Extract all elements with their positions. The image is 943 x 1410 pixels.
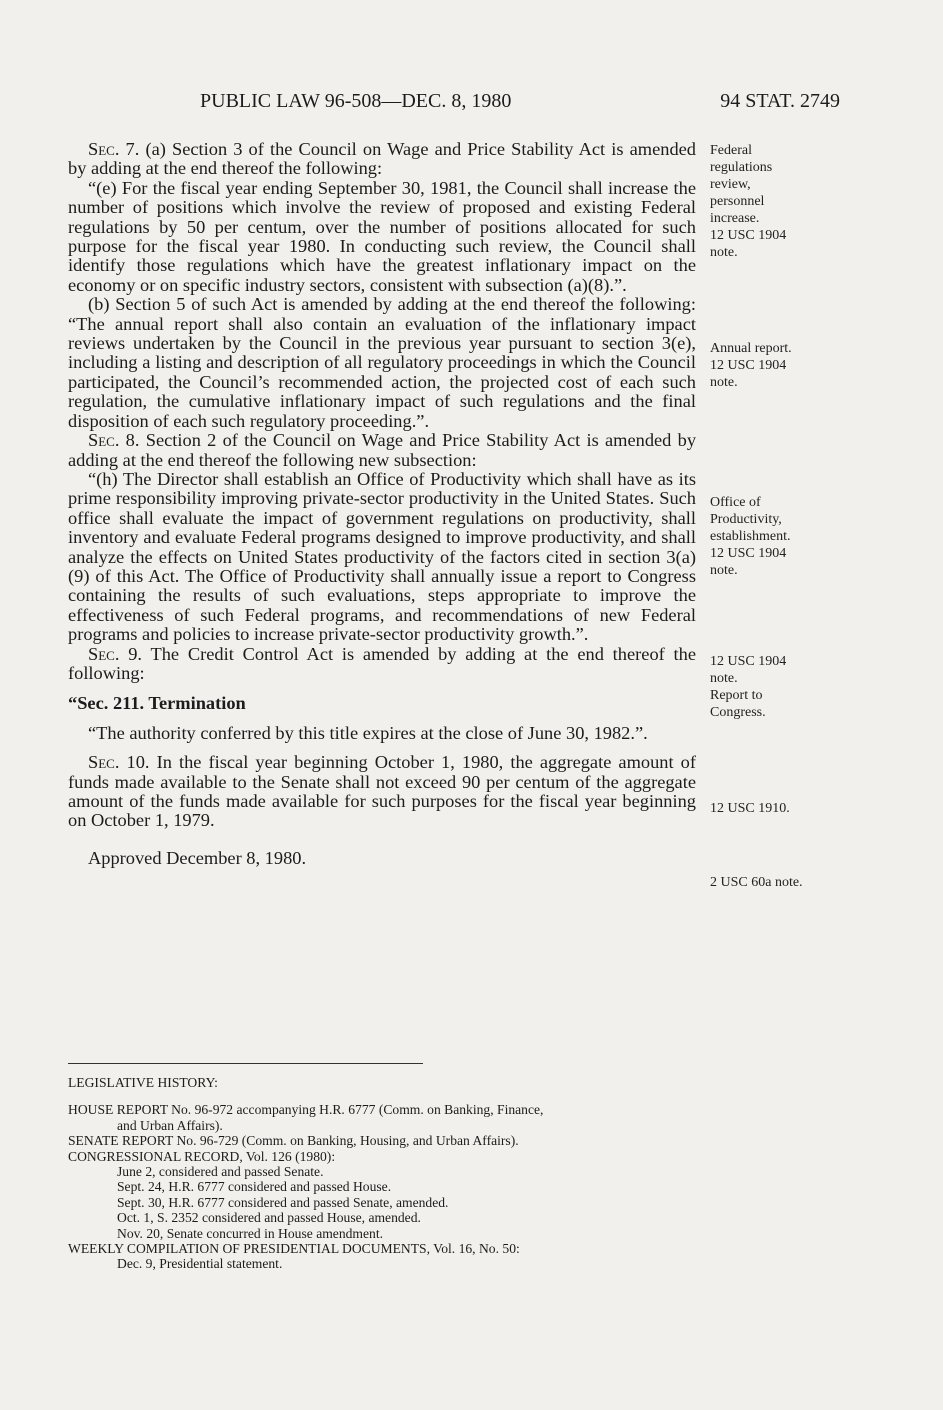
record-event: Sept. 24, H.R. 6777 considered and passed House. — [117, 1179, 392, 1195]
margin-note-line: establishment. — [710, 529, 791, 544]
footnote-divider — [68, 1063, 423, 1064]
weekly-compilation-item: Dec. 9, Presidential statement. — [117, 1256, 283, 1272]
weekly-compilation-line: WEEKLY COMPILATION OF PRESIDENTIAL DOCUMENTS, Vol. 16, No. 50: — [68, 1241, 520, 1257]
margin-note-line: note. — [710, 671, 738, 686]
margin-note-line: 12 USC 1904 — [710, 654, 787, 669]
running-head — [200, 90, 840, 120]
margin-note-12-usc-1910 — [710, 800, 850, 817]
margin-note-line: Annual report. — [710, 341, 792, 356]
margin-note-line: Federal — [710, 143, 752, 158]
margin-note-line: Office of — [710, 495, 761, 510]
section-8-text: Section 2 of the Council on Wage and Price Stability Act is amended by adding at the end thereof the following new subsection: — [68, 430, 697, 470]
margin-note-line: note. — [710, 375, 738, 390]
senate-report-line: SENATE REPORT No. 96-729 (Comm. on Banking, Housing, and Urban Affairs). — [68, 1133, 519, 1149]
approval-date: Approved December 8, 1980. — [88, 847, 307, 868]
margin-note-office-of-productivity — [710, 494, 850, 579]
margin-note-line: Productivity, — [710, 512, 782, 527]
section-7a-text: (a) Section 3 of the Council on Wage and Price Stability Act is amended by adding at the end thereof the following: — [68, 139, 696, 179]
margin-note-line: personnel — [710, 194, 765, 209]
margin-note-line: Report to — [710, 688, 763, 703]
legislative-history — [68, 1075, 708, 1272]
section-7a-quoted-amendment: “(e) For the fiscal year ending September 30, 1981, the Council shall increase the number of positions which involve the review of proposed and existing Federal regulations by 50 per centum, over the number of positions allocated for such purpose for the fiscal year 1980. In conducting such review, the Council shall identify those regulations which have the greatest inflationary impact on the economy or on specific industry sectors, consistent with subsection (a)(8).”. — [68, 177, 696, 295]
congressional-record-line: CONGRESSIONAL RECORD, Vol. 126 (1980): — [68, 1148, 336, 1164]
record-event: June 2, considered and passed Senate. — [117, 1164, 324, 1180]
running-head-page-number: 94 STAT. 2749 — [720, 90, 840, 112]
record-event: Sept. 30, H.R. 6777 considered and passed Senate, amended. — [117, 1194, 449, 1210]
record-event: Nov. 20, Senate concurred in House amendment. — [117, 1225, 384, 1241]
section-8-label: Sec. 8. — [88, 430, 140, 451]
margin-note-line: increase. — [710, 211, 760, 226]
margin-note-line: 12 USC 1910. — [710, 801, 790, 816]
margin-note-annual-report — [710, 340, 850, 391]
section-211-heading: “Sec. 211. Termination — [68, 693, 246, 714]
section-8-paragraph — [68, 431, 696, 470]
running-head-citation: PUBLIC LAW 96-508—DEC. 8, 1980 — [200, 90, 512, 112]
section-8-quoted-amendment: “(h) The Director shall establish an Office of Productivity which shall have as its prime responsibility improving private-sector productivity in the United States. Such office shall evaluate the impact of government regulations on productivity, shall inventory and evaluate Federal programs designed to improve productivity, and shall analyze the effects on United States productivity of the factors cited in section 3(a)(9) of this Act. The Office of Productivity shall annually issue a report to Congress containing the results of such evaluations, steps appropriate to improve the effectiveness of such Federal programs, and recommendations of new Federal programs and policies to increase private-sector productivity growth.”. — [68, 468, 696, 645]
record-event: Oct. 1, S. 2352 considered and passed House, amended. — [117, 1210, 421, 1226]
margin-note-report-to-congress — [710, 653, 850, 721]
margin-note-line: note. — [710, 245, 738, 260]
legislative-history-title: LEGISLATIVE HISTORY: — [68, 1075, 218, 1090]
house-report-continuation: and Urban Affairs). — [117, 1117, 223, 1133]
section-7a-paragraph — [68, 140, 696, 179]
section-10-label: Sec. 10. — [88, 752, 150, 773]
section-9-paragraph — [68, 645, 696, 684]
margin-note-line: review, — [710, 177, 751, 192]
margin-note-2-usc-60a — [710, 874, 850, 891]
section-7-label: Sec. 7. — [88, 139, 140, 159]
margin-note-regulations-review — [710, 142, 850, 261]
margin-note-line: 12 USC 1904 — [710, 358, 787, 373]
section-10-text: In the fiscal year beginning October 1, 1980, the aggregate amount of funds made available to the Senate shall not exceed 90 per centum of the aggregate amount of the funds made available for such purposes for the fiscal year beginning on October 1, 1979. — [68, 752, 696, 831]
house-report-line: HOUSE REPORT No. 96-972 accompanying H.R. 6777 (Comm. on Banking, Finance, — [68, 1102, 544, 1118]
section-9-text: The Credit Control Act is amended by adding at the end thereof the following: — [68, 643, 697, 683]
margin-note-line: 12 USC 1904 — [710, 228, 787, 243]
statute-text — [68, 140, 696, 868]
margin-note-line: 2 USC 60a note. — [710, 875, 803, 890]
section-7b-paragraph: (b) Section 5 of such Act is amended by adding at the end thereof the following: “The annual report shall also contain an evaluation of the inflationary impact reviews undertaken by the Council in the previous year pursuant to section 3(e), including a listing and description of all regulatory proceedings in which the Council participated, the Council’s recommended action, the projected cost of each such regulation, the cumulative inflationary impact of such regulations and the final disposition of each such regulatory proceeding.”. — [68, 294, 696, 431]
margin-note-line: Congress. — [710, 705, 766, 720]
section-211-text: “The authority conferred by this title expires at the close of June 30, 1982.”. — [88, 722, 648, 743]
section-10-paragraph — [68, 753, 696, 831]
margin-note-line: 12 USC 1904 — [710, 546, 787, 561]
margin-note-line: regulations — [710, 160, 773, 175]
margin-note-line: note. — [710, 563, 738, 578]
section-9-label: Sec. 9. — [88, 643, 143, 664]
